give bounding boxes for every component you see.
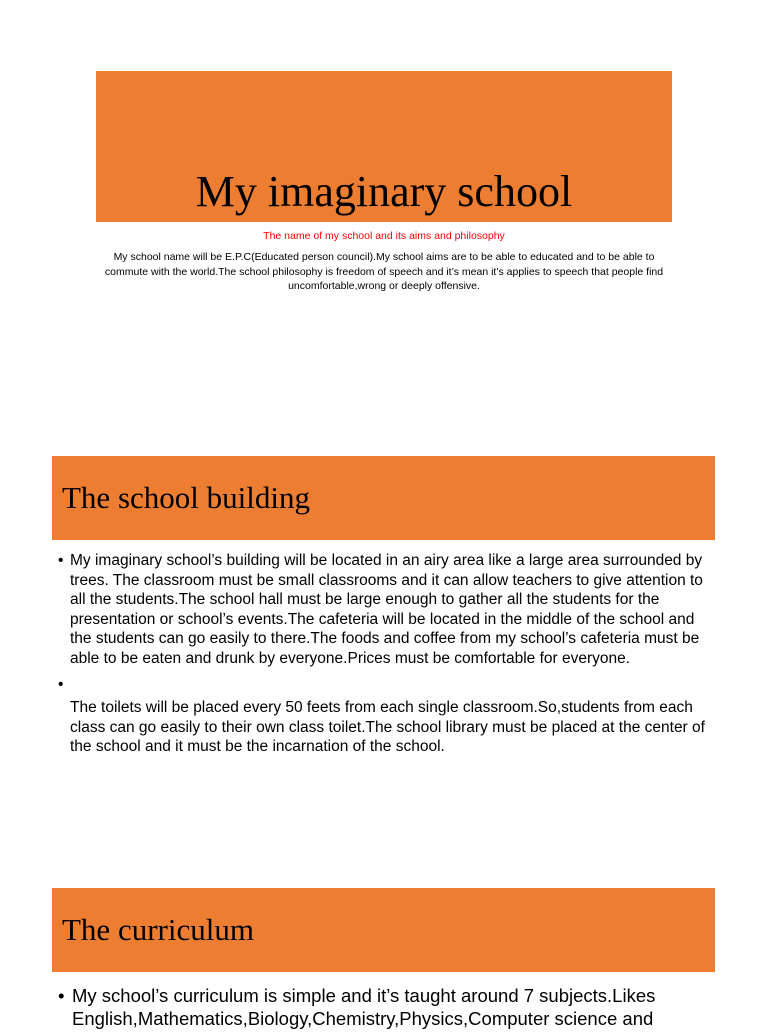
list-item-text: My imaginary school’s building will be located in an airy area like a large area surrounded by trees. The classroom must be small classrooms and it can allow teachers to give attention to all the students.The school hall must be large enough to gather all the students for the presentation or school’s events.The cafeteria will be located in the middle of the school and the students can go easily to there.The foods and coffee from my school’s cafeteria must be able to be eaten and drunk by everyone.Prices must be comfortable for everyone. <box>70 552 703 667</box>
bullet-icon: • <box>58 552 64 569</box>
bullet-icon: • <box>58 675 64 693</box>
curriculum-title: The curriculum <box>62 912 254 947</box>
list-item-text: My school’s curriculum is simple and it’s taught around 7 subjects.Likes English,Mathematics,Biology,Chemistry,Physics,Computer science and <box>72 985 656 1029</box>
list-item <box>56 984 716 1030</box>
subtitle: The name of my school and its aims and philosophy <box>263 230 505 242</box>
list-item-text: The toilets will be placed every 50 feets from each single classroom.So,students from each class can go easily to their own class toilet.The school library must be placed at the center of the school and it must be the incarnation of the school. <box>70 699 705 756</box>
bullet-icon: • <box>58 985 65 1006</box>
list-item <box>56 675 706 695</box>
page-title: My imaginary school <box>195 167 573 216</box>
school-building-bullets <box>56 551 706 763</box>
intro-paragraph: My school name will be E.P.C(Educated person council).My school aims are to be able to educated and to be able to commute with the world.The school philosophy is freedom of speech and it’s mean it’s applies to speech that people find uncomfortable,wrong or deeply offensive. <box>104 251 664 292</box>
list-item <box>56 551 706 669</box>
school-building-title: The school building <box>62 480 310 515</box>
curriculum-bullets <box>56 984 716 1036</box>
list-item <box>56 698 706 757</box>
